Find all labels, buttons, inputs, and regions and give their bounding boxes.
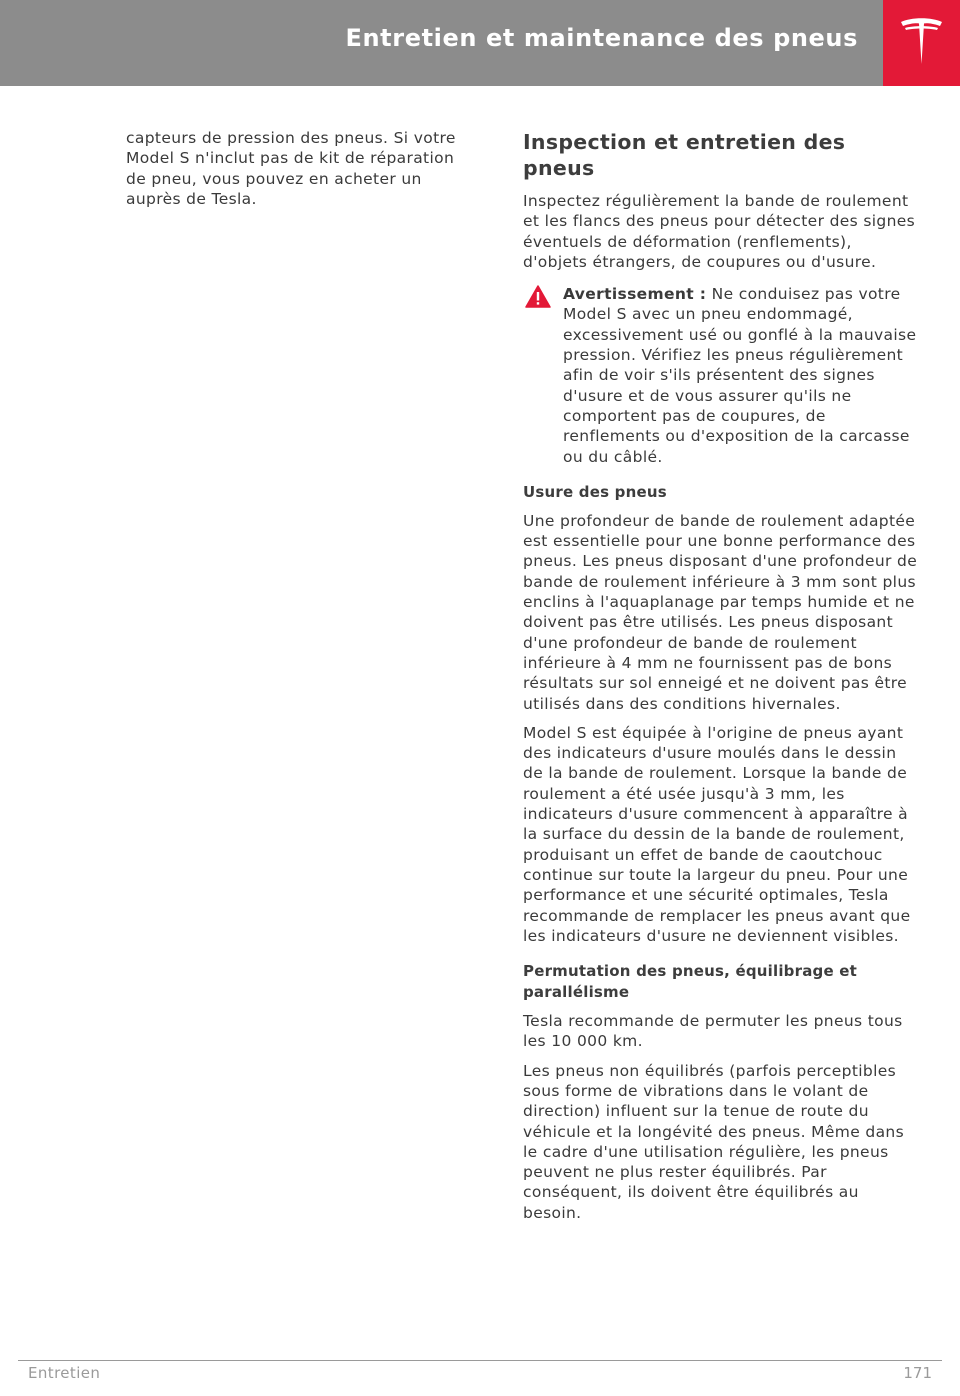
paragraph-usure: Une profondeur de bande de roulement adaptée est essentielle pour une bonne performance des pneus. Les pneus disposant d'une profondeur de bande de roulement inférieure à 3 mm sont plus enclins à l'aquaplanage par temps humide et ne doivent pas être utilisés. Les pneus disposant d'une profondeur de bande de roulement inférieure à 4 mm ne fournissent pas de bons résultats sur sol enneigé et ne doivent pas être utilisés dans des conditions hivernales. <box>523 511 918 713</box>
warning-text <box>563 284 918 467</box>
warning-body: Ne conduisez pas votre Model S avec un pneu endommagé, excessivement usé ou gonflé à la mauvaise pression. Vérifiez les pneus régulièrement afin de voir s'ils présentent des signes d'usure et de vous assurer qu'ils ne comportent pas de coupures, de renflements ou d'exposition de la carcasse ou du câblé. <box>563 285 917 466</box>
warning-box <box>523 284 918 467</box>
page-number: 171 <box>903 1364 932 1382</box>
header-band <box>0 0 960 86</box>
right-column <box>523 128 918 1232</box>
warning-label: Avertissement : <box>563 285 707 304</box>
intro-paragraph: Inspectez régulièrement la bande de roulement et les flancs des pneus pour détecter des signes éventuels de déformation (renflements), d'objets étrangers, de coupures ou d'usure. <box>523 192 916 271</box>
tesla-logo-icon <box>899 16 944 68</box>
paragraph-equilibrage: Les pneus non équilibrés (parfois perceptibles sous forme de vibrations dans le volant de direction) influent sur la tenue de route du véhicule et la longévité des pneus. Même dans le cadre d'une utilisation régulière, les pneus peuvent ne plus rester équilibrés. Par conséquent, ils doivent être équilibrés au besoin. <box>523 1061 905 1222</box>
section-heading: Inspection et entretien des pneus <box>523 130 846 180</box>
paragraph-permutation: Tesla recommande de permuter les pneus tous les 10 000 km. <box>523 1012 903 1051</box>
left-paragraph: capteurs de pression des pneus. Si votre Model S n'inclut pas de kit de réparation de pneu, vous pouvez en acheter un auprès de Tesla. <box>126 129 456 208</box>
left-column <box>126 128 471 218</box>
subheading-permutation: Permutation des pneus, équilibrage et parallélisme <box>523 962 858 1002</box>
footer-section: Entretien <box>28 1364 101 1382</box>
page-title: Entretien et maintenance des pneus <box>345 24 858 52</box>
warning-triangle-icon <box>525 285 551 308</box>
footer-divider <box>18 1360 942 1361</box>
tesla-logo <box>883 0 960 86</box>
paragraph-indicateurs: Model S est équipée à l'origine de pneus ayant des indicateurs d'usure moulés dans le dessin de la bande de roulement. Lorsque la bande de roulement a été usée jusqu'à 3 mm, les indicateurs d'usure commencent à apparaître à la surface du dessin de la bande de roulement, produisant un effet de bande de caoutchouc continue sur toute la largeur du pneu. Pour une performance et une sécurité optimales, Tesla recommande de remplacer les pneus avant que les indicateurs d'usure ne deviennent visibles. <box>523 723 911 945</box>
subheading-usure: Usure des pneus <box>523 482 667 501</box>
